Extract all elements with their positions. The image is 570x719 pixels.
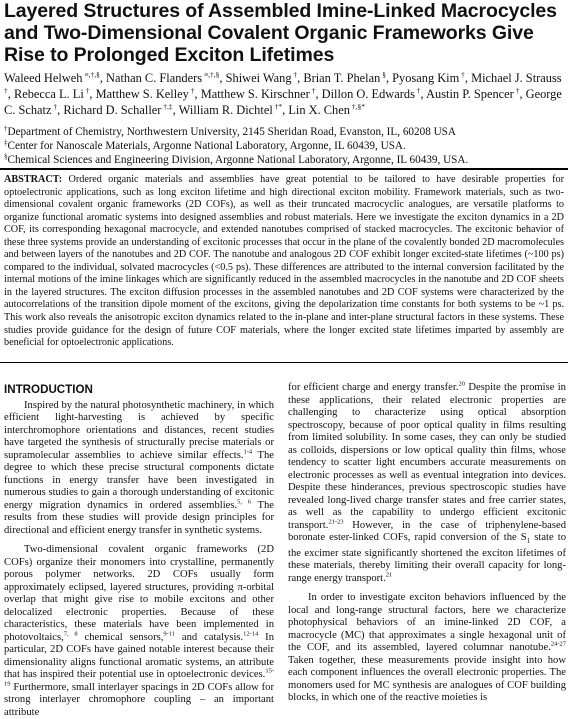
author-affiliation-marks: †* [272, 101, 283, 111]
author-name: Matthew S. Kirschner [200, 87, 310, 101]
body-text: However, in the case of triphenylene-based boronate ester-linked COFs, rapid conversion of the S [288, 519, 566, 543]
body-text: Inspired by the natural photosynthetic machinery, in which efficient light-harvesting is achieved by specific interchromophore orientations and distances, recent studies have targeted the synthesis of structurally precise materials or supramolecular assemblies to achieve similar effects. [4, 399, 274, 461]
intro-paragraph-1 [4, 400, 274, 538]
citation-ref: 5, 6 [237, 497, 251, 505]
left-column [4, 384, 274, 719]
citation-ref: 21-23 [328, 517, 344, 525]
citation-ref: 12-14 [243, 629, 259, 637]
intro-paragraph-3 [288, 382, 566, 585]
body-text: for efficient charge and energy transfer. [288, 382, 459, 393]
author-affiliation-marks: † [188, 85, 195, 95]
author-affiliation-marks: † [309, 85, 316, 95]
author-name: Richard D. Schaller [63, 103, 162, 117]
abstract-label: ABSTRACT: [4, 174, 63, 185]
author-affiliation-marks: † [51, 101, 58, 111]
paper-title: Layered Structures of Assembled Imine-Linked Macrocycles and Two-Dimensional Covalent Organic Frameworks Give Rise to Prolonged Exciton Lifetimes [4, 0, 557, 66]
author-affiliation-marks: †,§* [349, 101, 365, 111]
author-name: Rebecca L. Li [13, 87, 84, 101]
author-name: Dillon O. Edwards [321, 87, 415, 101]
section-heading-introduction: INTRODUCTION [4, 383, 93, 396]
author-affiliation-marks: † [83, 85, 90, 95]
body-text: state to the excimer state significantly shortened the exciton lifetimes of these materials, thereby limiting their overall capacity for long-range energy transport. [288, 532, 566, 584]
author-affiliation-marks: †,‡ [161, 101, 173, 111]
body-text: The results from these studies will provide design principles for directional and efficient energy transfer in synthetic systems. [4, 499, 274, 536]
author-name: George C. Schatz [4, 87, 562, 117]
subscript: 1 [526, 537, 531, 546]
author-name: Austin P. Spencer [426, 87, 514, 101]
affiliation-text: Center for Nanoscale Materials, Argonne National Laboratory, Argonne, IL 60439, USA. [7, 140, 406, 152]
citation-ref: 15-19 [4, 667, 274, 687]
author-name: Shiwei Wang [225, 71, 292, 85]
author-name: Lin X. Chen [288, 103, 350, 117]
citation-ref: 1-4 [243, 447, 253, 455]
intro-paragraph-2 [4, 544, 274, 719]
author-affiliation-marks: † [291, 69, 298, 79]
author-affiliation-marks: † [513, 85, 520, 95]
body-text: In order to investigate exciton behaviors influenced by the local and long-range structural factors, here we characterize photophysical behaviors of an imine-linked 2D COF, a macrocycle (MC) that approximates a single hexagonal unit of the COF, and its assembled, layered columnar nanotube. [288, 592, 566, 654]
author-affiliation-marks: § [380, 69, 386, 79]
affiliation-1 [4, 126, 566, 139]
author-name: Nathan C. Flanders [106, 71, 203, 85]
author-affiliation-marks: † [459, 69, 465, 79]
author-name: Matthew S. Kelley [95, 87, 189, 101]
author-affiliation-marks: † [4, 85, 8, 95]
author-name: Brian T. Phelan [303, 71, 381, 85]
citation-ref: 21 [385, 571, 393, 579]
abstract [4, 174, 564, 350]
intro-paragraph-4 [288, 592, 566, 705]
affiliation-mark: † [4, 124, 8, 133]
citation-ref: 24-27 [550, 640, 566, 648]
author-affiliation-marks: ≡,†,§ [82, 69, 100, 79]
citation-ref: 9-11 [163, 629, 176, 637]
author-affiliation-marks: † [414, 85, 421, 95]
body-text: and catalysis. [175, 631, 244, 643]
author-affiliation-marks: ≡,†,§ [202, 69, 220, 79]
abstract-text: Ordered organic materials and assemblies have great potential to be tailored to have desirable properties for optoelectronic applications, such as long exciton lifetime and high directional exciton mobility. Framework materials, such as two-dimensional covalent organic frameworks (2D COFs), as well as their truncated macrocyclic analogues, are versatile platforms to organize functional aromatic systems into designed assemblies and robust materials. Here we investigate the exciton dynamics in a 2D COF, its corresponding hexagonal macrocycle, and extended nanotubes comprised of stacked macrocycles. The excitonic behavior of these three systems provide an understanding of excitonic processes that occur in the plane of the covalently bonded 2D macromolecules and between layers of the nanotubes and 2D COF. The nanotube and analogous 2D COF exhibit longer excited-state lifetimes (~100 ps) compared to the individual, solvated macrocycles (<0.5 ps). These differences are attributed to the internal conversion facilitated by the internal motions of the imine linkages which are significantly reduced in the assembled macrocycles in the nanotube and 2D COF sheets in the layered structures. The exciton diffusion processes in the assembled nanotubes and 2D COF systems were characterized by the autocorrelations of the transition dipole moment of the excitons, giving the depolarization time constants for both systems to be ~1 ps. This work also reveals the anisotropic exciton dynamics related to the in-plane and inter-plane structural factors in these systems. These studies provide guidance for the design of future COF materials, where the longer excited state lifetimes imparted by assembly are beneficial for optoelectronic applications. [4, 174, 564, 349]
citation-ref: 20 [458, 380, 465, 388]
body-text: Despite the promise in these applications, their related electronic properties are challenging to characterize using optical absorption spectroscopy, because of poor optical quality in films resulting from limited solubility. In some cases, they can only be studied as colloids, dispersions or low optical quality thin films, whose tendency to scatter light encumbers accurate measurements on electronic processes as well as eventual integration into devices. Despite these hinderances, previous spectroscopic studies have revealed long-lived charge transfer states and free carrier states, as well as the capability to undergo efficient excitonic transport. [288, 382, 566, 531]
author-name: William R. Dichtel [178, 103, 273, 117]
right-column [288, 382, 566, 705]
affiliation-mark: ‡ [4, 138, 8, 147]
body-text: Furthermore, small interlayer spacings in 2D COFs allow for strong interlayer chromophore coupling – an important attribute [4, 681, 274, 718]
body-text: In particular, 2D COFs have gained notable interest because their dimensionality aligns functional aromatic systems, an attribute that has inspired their potential use in optoelectronic devices. [4, 631, 274, 680]
affiliation-2 [4, 140, 566, 153]
body-text: Taken together, these measurements provide insight into how each component influences the overall electronic properties. The monomers used for MC synthesis are analogues of COF building blocks, in which one of the reactive moieties is [288, 654, 566, 704]
author-name: Waleed Helweh [4, 71, 83, 85]
author-list: Waleed Helweh ≡,†,§, Nathan C. Flanders ≡,†,§, Shiwei Wang †, Brian T. Phelan §, Pyosang Kim †, Michael J. Strauss †, Rebecca L. Li †, Matthew S. Kelley †, Matthew S. Kirschner †, Dillon O. Edwards †, Austin P. Spencer †, George C. Schatz †, Richard D. Schaller †,‡, William R. Dichtel †*, Lin X. Chen †,§* [4, 69, 562, 117]
body-text: Two-dimensional covalent organic frameworks (2D COFs) organize their monomers into crystalline, permanently porous polymer networks. 2D COFs usually form approximately eclipsed, layered structures, providing π-orbital overlap that might give rise to mobile excitons and other delocalized electronic properties. Because of these characteristics, these materials have been implemented in photovoltaics, [4, 544, 274, 643]
body-text: The degree to which these precise structural components dictate functions in energy transfer have been investigated in numerous studies to gain a thorough understanding of excitonic energy migration dynamics in ordered assemblies. [4, 449, 274, 511]
body-text: chemical sensors, [77, 631, 164, 643]
author-name: Pyosang Kim [392, 71, 460, 85]
affiliation-3 [4, 154, 566, 167]
affiliation-text: Department of Chemistry, Northwestern University, 2145 Sheridan Road, Evanston, IL, 60208 USA [7, 126, 456, 138]
author-name: Michael J. Strauss [471, 71, 562, 85]
citation-ref: 7, 8 [63, 629, 78, 637]
affiliation-mark: § [4, 152, 8, 161]
affiliation-text: Chemical Sciences and Engineering Division, Argonne National Laboratory, Argonne, IL 60439, USA. [7, 154, 469, 166]
